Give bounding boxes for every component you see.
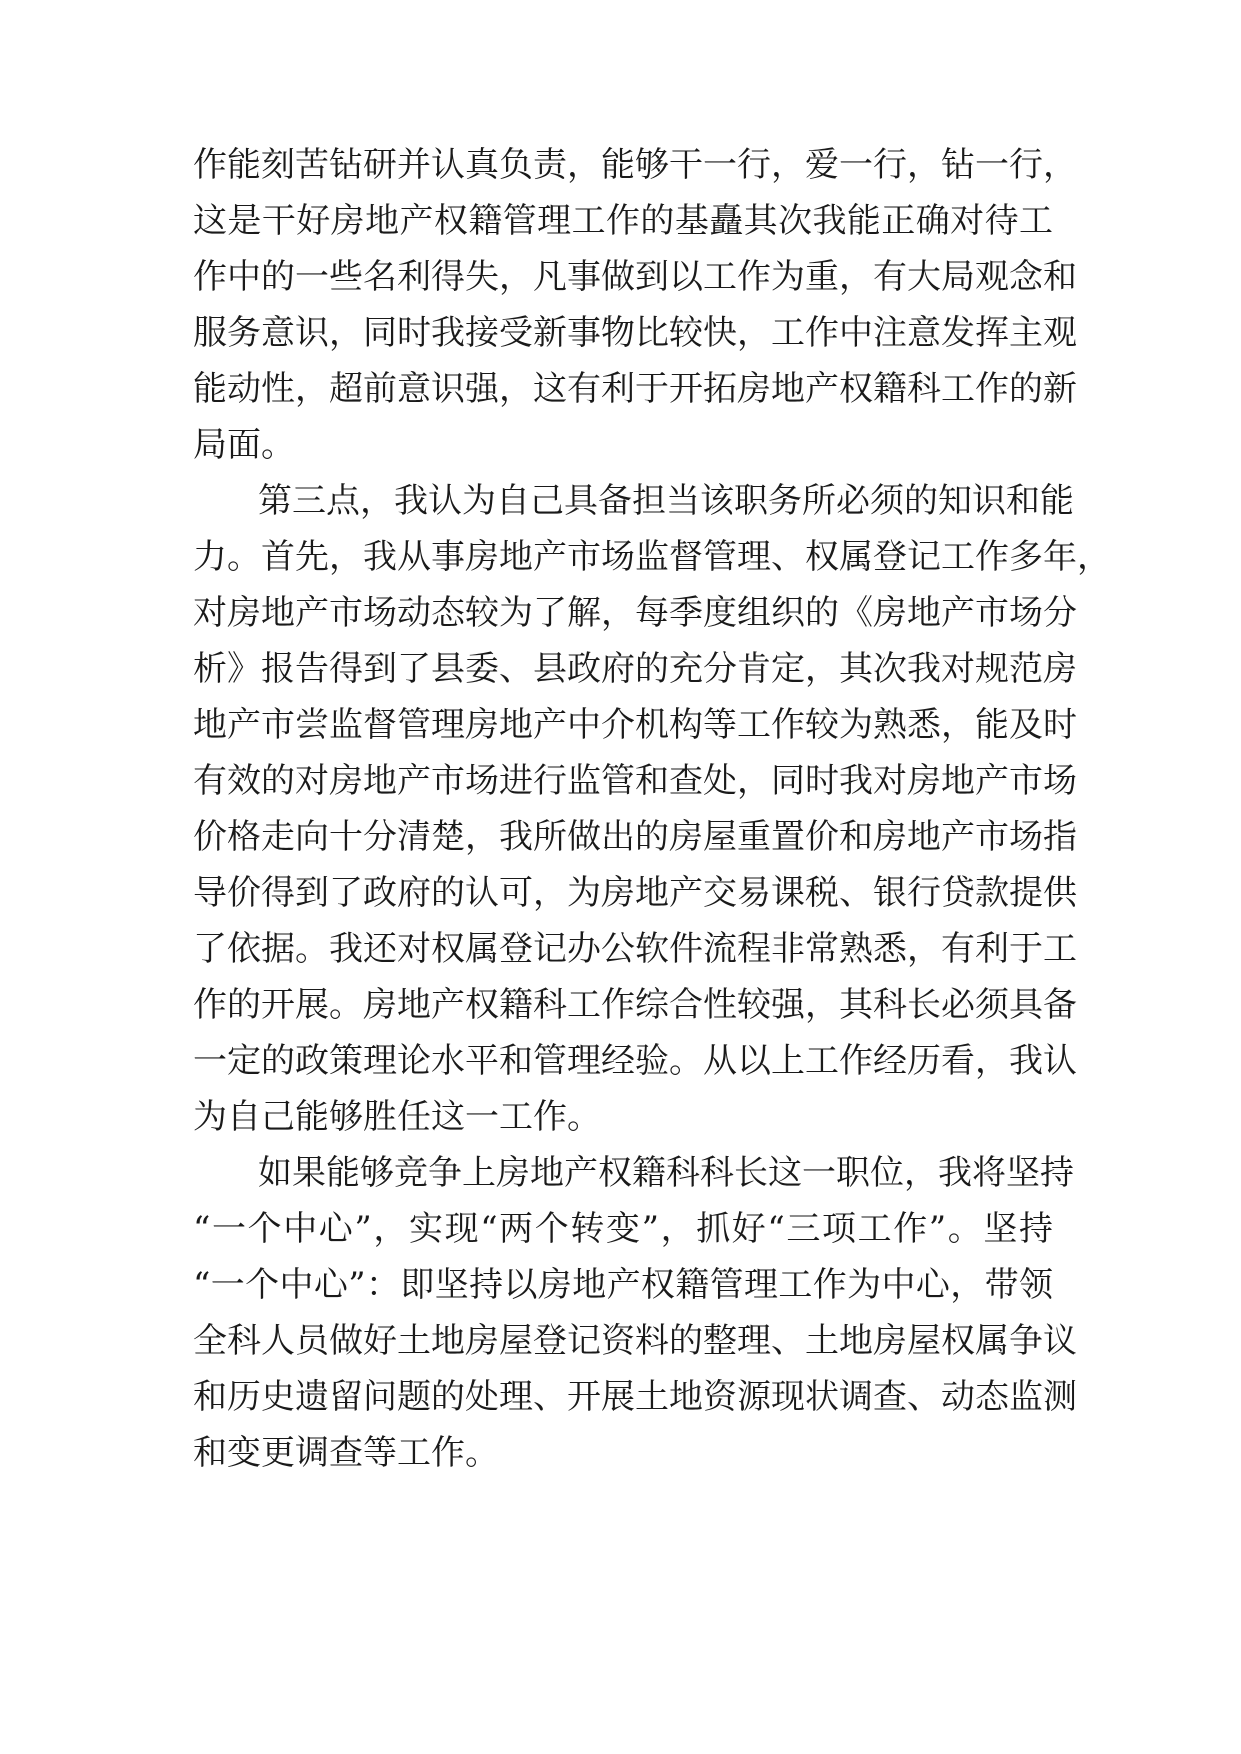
text-line: 导价得到了政府的认可，为房地产交易课税、银行贷款提供: [193, 873, 1077, 913]
text-line: 全科人员做好土地房屋登记资料的整理、土地房屋权属争议: [193, 1321, 1077, 1361]
text-line: 作的开展。房地产权籍科工作综合性较强，其科长必须具备: [193, 985, 1077, 1025]
text-line: 对房地产市场动态较为了解，每季度组织的《房地产市场分: [193, 593, 1077, 633]
text-line: 服务意识，同时我接受新事物比较快，工作中注意发挥主观: [193, 313, 1077, 353]
text-line: 作中的一些名利得失，凡事做到以工作为重，有大局观念和: [193, 257, 1077, 297]
text-line: 一定的政策理论水平和管理经验。从以上工作经历看，我认: [193, 1041, 1077, 1081]
text-line: 力。首先，我从事房地产市场监督管理、权属登记工作多年，: [193, 537, 1111, 577]
text-line: 了依据。我还对权属登记办公软件流程非常熟悉，有利于工: [193, 929, 1077, 969]
text-line: 价格走向十分清楚，我所做出的房屋重置价和房地产市场指: [193, 817, 1077, 857]
text-line: 有效的对房地产市场进行监管和查处，同时我对房地产市场: [193, 761, 1077, 801]
text-line: 能动性，超前意识强，这有利于开拓房地产权籍科工作的新: [193, 369, 1077, 409]
text-line: 局面。: [193, 425, 295, 465]
text-line: 析》报告得到了县委、县政府的充分肯定，其次我对规范房: [193, 649, 1077, 689]
paragraph-first-line: 第三点，我认为自己具备担当该职务所必须的知识和能: [258, 481, 1074, 521]
text-line: “一个中心”，实现“两个转变”，抓好“三项工作”。坚持: [193, 1209, 1053, 1249]
text-line: 和变更调查等工作。: [193, 1433, 499, 1473]
text-line: “一个中心”：即坚持以房地产权籍管理工作为中心，带领: [193, 1265, 1053, 1305]
text-line: 地产市尝监督管理房地产中介机构等工作较为熟悉，能及时: [193, 705, 1077, 745]
text-line: 作能刻苦钻研并认真负责，能够干一行，爱一行，钻一行，: [193, 145, 1077, 185]
text-line: 为自己能够胜任这一工作。: [193, 1097, 601, 1137]
text-line: 这是干好房地产权籍管理工作的基矗其次我能正确对待工: [193, 201, 1053, 241]
paragraph-first-line: 如果能够竞争上房地产权籍科科长这一职位，我将坚持: [258, 1153, 1074, 1193]
text-line: 和历史遗留问题的处理、开展土地资源现状调查、动态监测: [193, 1377, 1077, 1417]
